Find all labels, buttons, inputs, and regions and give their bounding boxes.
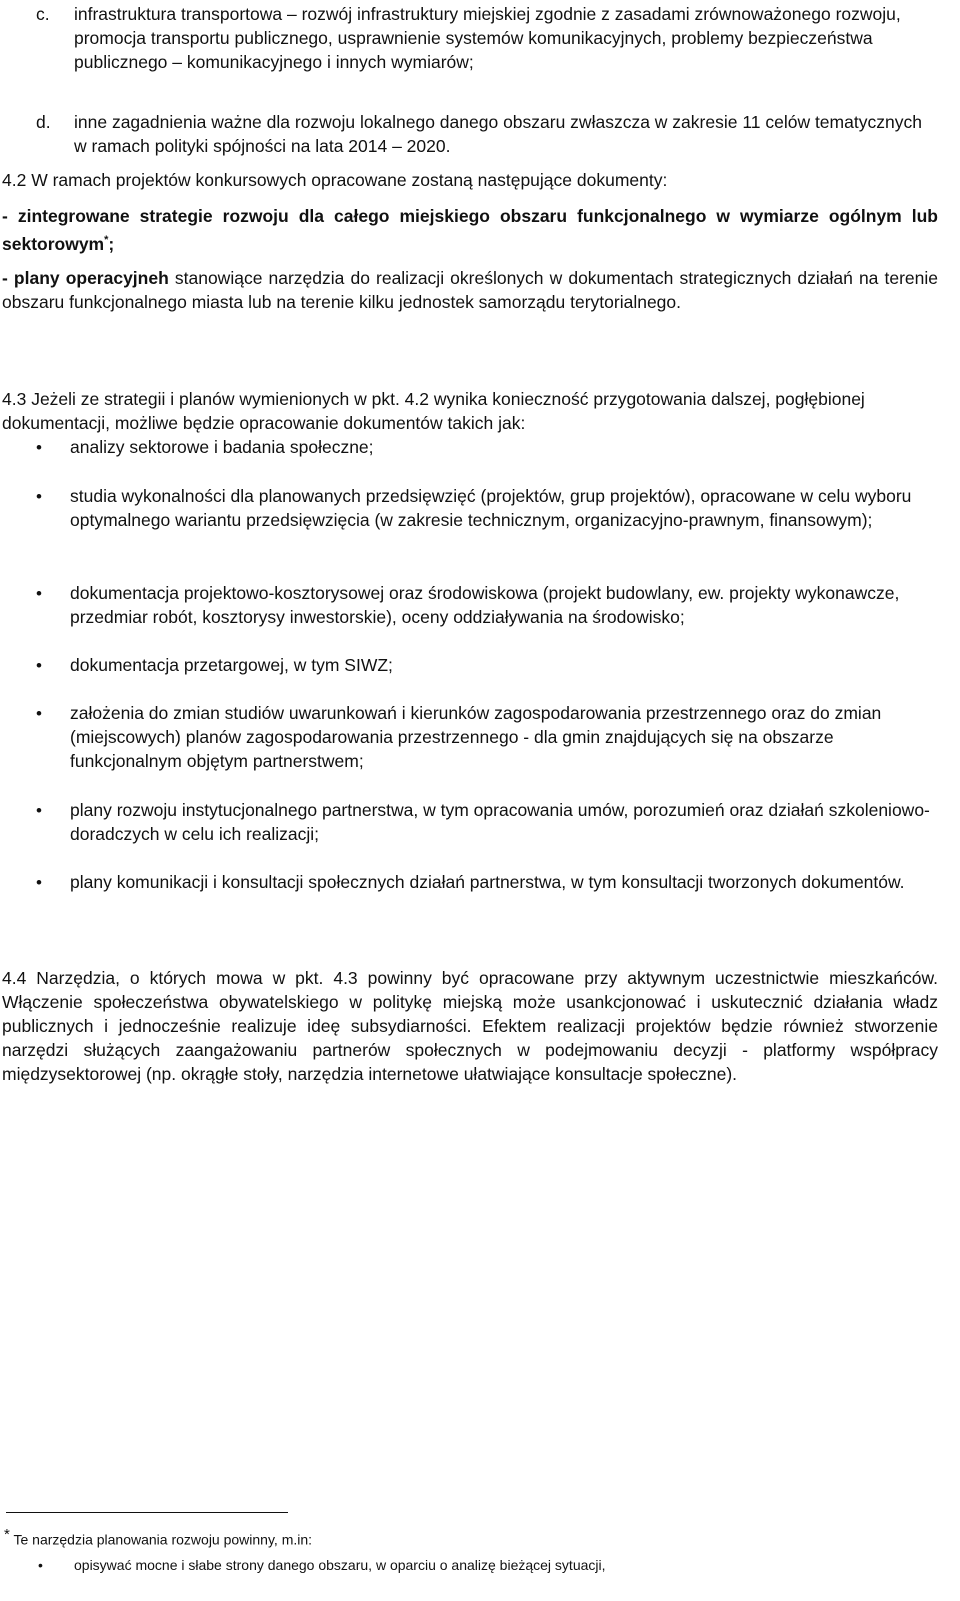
bullet-icon [0, 581, 70, 629]
bullet-4 [0, 653, 960, 678]
list-marker: d. [36, 112, 51, 132]
bullet-5 [0, 701, 960, 773]
footnote [4, 1526, 940, 1549]
footnote-bullets [0, 1556, 960, 1574]
bullet-7 [0, 870, 960, 895]
bullet-text: założenia do zmian studiów uwarunkowań i kierunków zagospodarowania przestrzennego oraz do zmian (miejscowych) planów zagospodarowania przestrzennego - dla gmin znajdujących się na obszarze funkcjonalnym objętym partnerstwem; [70, 703, 882, 771]
list-item-c [0, 2, 960, 74]
list-text: inne zagadnienia ważne dla rozwoju lokalnego danego obszaru zwłaszcza w zakresie 11 celów tematycznych w ramach polityki spójności na lata 2014 – 2020. [74, 112, 927, 156]
list-text: infrastruktura transportowa – rozwój infrastruktury miejskiej zgodnie z zasadami zrównoważonego rozwoju, promocja transportu publicznego, usprawnienie systemów komunikacyjnych, problemy bezpieczeństwa publicznego – komunikacyjnego i innych wymiarów; [74, 4, 901, 72]
bullet-text: dokumentacja przetargowej, w tym SIWZ; [70, 655, 393, 675]
bullet-icon [0, 1556, 74, 1574]
section-4-3-intro: 4.3 Jeżeli ze strategii i planów wymienionych w pkt. 4.2 wynika konieczność przygotowania dalszej, pogłębionej dokumentacji, możliwe będzie opracowanie dokumentów takich jak: [2, 389, 865, 433]
bullet-1 [0, 435, 960, 460]
bullet-6 [0, 798, 960, 846]
section-4-2-item-1 [2, 204, 938, 256]
bullet-2 [0, 484, 960, 532]
footnote-mark: * [4, 1526, 10, 1543]
item-2-bold: - plany operacyjneh [2, 268, 169, 288]
bullet-text: plany rozwoju instytucjonalnego partnerstwa, w tym opracowania umów, porozumień oraz działań szkoleniowo-doradczych w celu ich realizacji; [70, 800, 930, 844]
bullet-icon [0, 870, 70, 895]
bullet-text: studia wykonalności dla planowanych przedsięwzięć (projektów, grup projektów), opracowane w celu wyboru optymalnego wariantu przedsięwzięcia (w zakresie technicznym, organizacyjno-prawnym, finansowym); [70, 486, 912, 530]
footnote-divider [6, 1512, 288, 1513]
bullet-icon [0, 435, 70, 460]
item-2-text: stanowiące narzędzia do realizacji określonych w dokumentach strategicznych działań na terenie obszaru funkcjonalnego miasta lub na terenie kilku jednostek samorządu terytorialnego. [2, 268, 939, 312]
list-item-d [0, 110, 960, 158]
bullet-icon [0, 798, 70, 846]
bullet-icon [0, 484, 70, 532]
bullet-text: dokumentacja projektowo-kosztorysowej oraz środowiskowa (projekt budowlany, ew. projekty wykonawcze, przedmiar robót, kosztorysy inwestorskie), oceny oddziaływania na środowisko; [70, 583, 900, 627]
footnote-bullet-text: opisywać mocne i słabe strony danego obszaru, w oparciu o analizę bieżącej sytuacji, [74, 1557, 606, 1573]
section-4-2-item-2 [2, 266, 938, 314]
bullet-icon [0, 701, 70, 773]
list-marker: c. [36, 4, 50, 24]
section-4-2-intro: 4.2 W ramach projektów konkursowych opracowane zostaną następujące dokumenty: [2, 170, 668, 190]
bullet-text: plany komunikacji i konsultacji społecznych działań partnerstwa, w tym konsultacji tworzonych dokumentów. [70, 872, 905, 892]
item-1-tail: ; [108, 233, 115, 254]
section-4-4: 4.4 Narzędzia, o których mowa w pkt. 4.3 powinny być opracowane przy aktywnym uczestnictwie mieszkańców. Włączenie społeczeństwa obywatelskiego w politykę miejską może usankcjonować i uskutecznić działania władz publicznych i jednocześnie realizuje ideę subsydiarności. Efektem realizacji projektów będzie również stworzenie narzędzi służących zaangażowaniu partnerów społecznych w podejmowaniu decyzji - platformy współpracy międzysektorowej (np. okrągłe stoły, narzędzia internetowe ułatwiające konsultacje społeczne). [2, 968, 938, 1084]
footnote-bullet [0, 1556, 960, 1574]
footnote-ref: * [104, 234, 109, 246]
footnote-intro: Te narzędzia planowania rozwoju powinny, m.in: [9, 1531, 313, 1548]
item-1-text: - zintegrowane strategie rozwoju dla całego miejskiego obszaru funkcjonalnego w wymiarze ogólnym lub sektorowym [2, 206, 938, 254]
bullet-text: analizy sektorowe i badania społeczne; [70, 437, 374, 457]
bullet-icon [0, 653, 70, 678]
bullet-3 [0, 581, 960, 629]
